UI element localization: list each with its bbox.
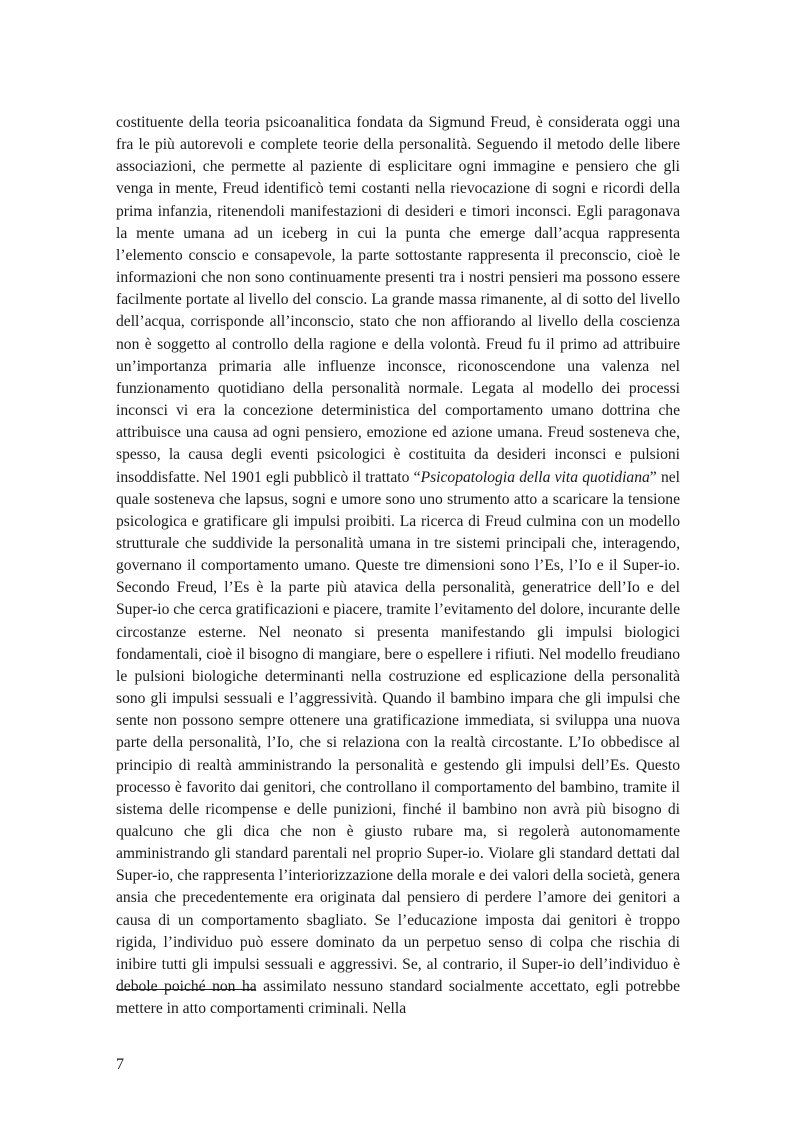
book-title-italic: Psicopatologia della vita quotidiana — [420, 468, 650, 486]
paragraph-text-part-2: ” nel quale sosteneva che lapsus, sogni e umore sono uno strumento atto a scaricare la tensione psicologica e gratificare gli impulsi proibiti. La ricerca di Freud culmina con un modello strutturale che suddivide la personalità umana in tre sistemi principali che, interagendo, governano il comportamento umano. Queste tre dimensioni sono l’Es, l’Io e il Super-io. Secondo Freud, l’Es è la parte più atavica della personalità, generatrice dell’Io e del Super-io che cerca gratificazioni e piacere, tramite l’evitamento del dolore, incurante delle circostanze esterne. Nel neonato si presenta manifestando gli impulsi biologici fondamentali, cioè il bisogno di mangiare, bere o espellere i rifiuti. Nel modello freudiano le pulsioni biologiche determinanti nella costruzione ed esplicazione della personalità sono gli impulsi sessuali e l’aggressività. Quando il bambino impara che gli impulsi che sente non possono sempre ottenere una gratificazione immediata, si sviluppa una nuova parte della personalità, l’Io, che si relaziona con la realtà circostante. L’Io obbedisce al principio di realtà amministrando la personalità e gestendo gli impulsi dell’Es. Questo processo è favorito dai genitori, che controllano il comportamento del bambino, tramite il sistema delle ricompense e delle punizioni, finché il bambino non avrà più bisogno di qualcuno che gli dica che non è giusto rubare ma, si regolerà autonomamente amministrando gli standard parentali nel proprio Super-io. Violare gli standard dettati dal Super-io, che rappresenta l’interiorizzazione della morale e dei valori della società, genera ansia che precedentemente era originata dal pensiero di perdere l’amore dei genitori a causa di un comportamento sbagliato. Se l’educazione imposta dai genitori è troppo rigida, l’individuo può essere dominato da un perpetuo senso di colpa che rischia di inibire tutti gli impulsi sessuali e aggressivi. Se, al contrario, il Super-io dell’individuo è debole poiché non ha assimilato nessuno standard socialmente accettato, egli potrebbe mettere in atto comportamenti criminali. Nella — [116, 468, 680, 1018]
page-number: 7 — [116, 1056, 124, 1073]
footnote-separator — [116, 989, 256, 990]
body-paragraph — [116, 112, 680, 1020]
paragraph-text-part-1: costituente della teoria psicoanalitica fondata da Sigmund Freud, è considerata oggi una fra le più autorevoli e complete teorie della personalità. Seguendo il metodo delle libere associazioni, che permette al paziente di esplicitare ogni immagine e pensiero che gli venga in mente, Freud identificò temi costanti nella rievocazione di sogni e ricordi della prima infanzia, ritenendoli manifestazioni di desideri e timori inconsci. Egli paragonava la mente umana ad un iceberg in cui la punta che emerge dall’acqua rappresenta l’elemento conscio e consapevole, la parte sottostante rappresenta il preconscio, cioè le informazioni che non sono continuamente presenti tra i nostri pensieri ma possono essere facilmente portate al livello del conscio. La grande massa rimanente, al di sotto del livello dell’acqua, corrisponde all’inconscio, stato che non affiorando al livello della coscienza non è soggetto al controllo della ragione e della volontà. Freud fu il primo ad attribuire un’importanza primaria alle influenze inconsce, riconoscendone una valenza nel funzionamento quotidiano della personalità normale. Legata al modello dei processi inconsci vi era la concezione deterministica del comportamento umano dottrina che attribuisce una causa ad ogni pensiero, emozione ed azione umana. Freud sosteneva che, spesso, la causa degli eventi psicologici è costituita da desideri inconsci e pulsioni insoddisfatte. Nel 1901 egli pubblicò il trattato “ — [116, 114, 680, 486]
